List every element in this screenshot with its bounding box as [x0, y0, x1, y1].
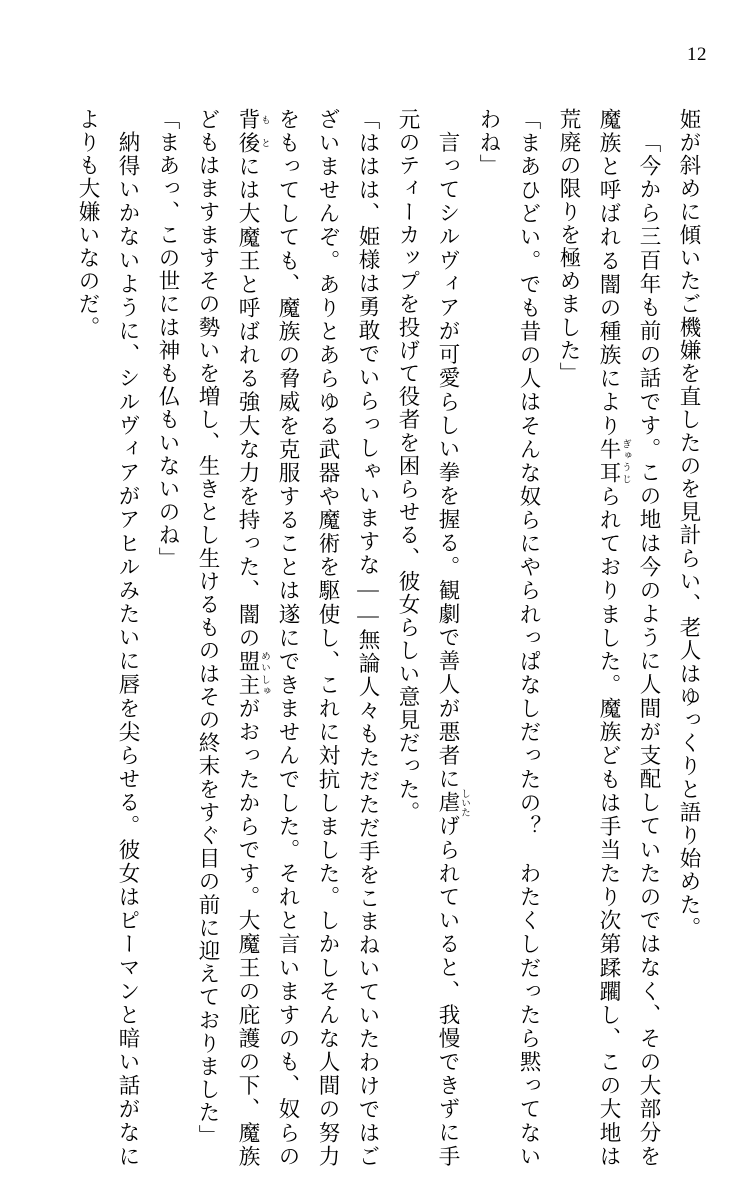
paragraph: 「まあっ、この世には神も仏もいないのね」: [156, 108, 180, 570]
paragraph: 納得いかないように、シルヴィアがアヒルみたいに唇を尖らせる。彼女はピーマンと暗い話がなによりも大嫌いなのだ。: [76, 108, 140, 1168]
paragraph: 「ははは、姫様は勇敢でいらっしゃいますな――無論人々もただただ手をこまねいていたわけではございませんぞ。ありとあらゆる武器や魔術を駆使し、これに対抗しました。しかしそんな人間の努力をもってしても、魔族の脅威を克服することは遂にできませんでした。それと言いますのも、奴らの背後 もとには大魔王と呼ばれる強大な力を持った、闇の盟主 めいしゅがおったからです。大魔王の庇護の下、魔族どもはますますその勢いを増し、生きとし生けるものはその終末をすぐ目の前に迎えておりました」: [196, 108, 380, 1169]
paragraph: 言ってシルヴィアが可愛らしい拳を握る。観劇で善人が悪者に虐 しいたげられていると、我慢できずに手元のティーカップを投げて役者を困らせる、彼女らしい意見だった。: [396, 108, 469, 1168]
paragraph: 「今から三百年も前の話です。この地は今のように人間が支配していたのではなく、その大部分を魔族と呼ばれる闇の種族により牛耳 ぎゅうじられておりました。魔族どもは手当たり次第蹂躙し、この大地は荒廃の限りを極めました」: [557, 108, 661, 1168]
page-number: 12: [687, 44, 707, 65]
paragraph: 「まあひどい。でも昔の人はそんな奴らにやられっぱなしだったの？ わたくしだったら黙ってないわね」: [477, 108, 541, 1168]
paragraph: 姫が斜めに傾いたご機嫌を直したのを見計らい、老人はゆっくりと語り始めた。: [677, 108, 701, 940]
page-body-text: [49, 108, 709, 1168]
